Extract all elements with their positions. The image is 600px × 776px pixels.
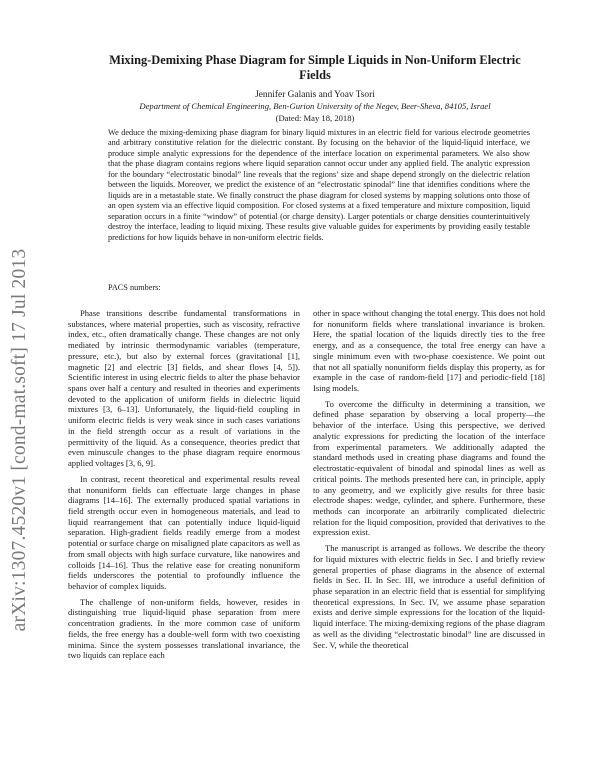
arxiv-identifier-text: arXiv:1307.4520v1 [cond-mat.soft] 17 Jul 2013 [9,248,30,632]
paragraph: The challenge of non-uniform fields, however, resides in distinguishing true liquid-liquid phase separation from mere concentration gradients. In the more common case of uniform fields, the free energy has a double-well form with two coexisting minima. Since the system possesses translational invariance, the two liquids can replace each [68,596,300,661]
abstract: We deduce the mixing-demixing phase diagram for binary liquid mixtures in an electric field for various electrode geometries and arbitrary constitutive relation for the dielectric constant. By focusing on the behavior of the liquid-liquid interface, we produce simple analytic expressions for the dependence of the interface location on experimental parameters. We also show that the phase diagram contains regions where liquid separation cannot occur under any applied field. The analytic expression for the boundary “electrostatic binodal” line reveals that the regions’ size and shape depend strongly on the dielectric relation between the liquids. Moreover, we predict the existence of an “electrostatic spinodal” line that identifies conditions where the liquids are in a metastable state. We finally construct the phase diagram for closed systems by mapping solutions onto those of an open system via an effective liquid composition. For closed systems at a fixed temperature and mixture composition, liquid separation occurs in a finite “window” of potential (or charge density). Larger potentials or charge densities counterintuitively destroy the interface, leading to liquid mixing. These results give valuable guides for experiments by providing easily testable predictions for how liquids behave in non-uniform electric fields. [108,128,530,242]
paragraph: other in space without changing the total energy. This does not hold for nonuniform fields where translational invariance is broken. Here, the spatial location of the liquids directly ties to the free energy, and as a consequence, the total free energy can have a single minimum even with two-phase coexistence. We point out that not all spatially nonuniform fields display this property, as for example in the case of random-field [17] and periodic-field [18] Ising models. [313,308,545,394]
paper-date: (Dated: May 18, 2018) [275,113,355,123]
paragraph: In contrast, recent theoretical and experimental results reveal that nonuniform fields can effectuate large changes in phase diagrams [14–16]. The externally produced spatial variations in field strength occur even in homogeneous materials, and lead to liquid rearrangement that can potentially induce liquid-liquid separation. High-gradient fields readily emerge from a modest potential or surface charge on misaligned plate capacitors as well as from small objects with high surface curvature, like nanowires and colloids [14–16]. Thus the relative ease for creating nonuniform fields underscores the potential to profoundly influence the behavior of complex liquids. [68,473,300,591]
paper-title: Mixing-Demixing Phase Diagram for Simple Liquids in Non-Uniform Electric Fields [109,53,521,82]
paper-authors: Jennifer Galanis and Yoav Tsori [255,90,375,100]
right-column [313,308,545,655]
left-column [68,308,300,666]
arxiv-identifier-stamp [2,190,38,690]
paragraph: The manuscript is arranged as follows. We describe the theory for liquid mixtures with electric fields in Sec. I and briefly review general properties of phase diagrams in the absence of external fields in Sec. II. In Sec. III, we introduce a useful definition of phase separation in an electric field that is essential for simplifying theoretical expressions. In Sec. IV, we assume phase separation exists and derive simple expressions for the location of the liquid-liquid interface. The mixing-demixing regions of the phase diagram as well as the dividing “electrostatic binodal” line are discussed in Sec. V, while the theoretical [313,543,545,650]
paragraph: Phase transitions describe fundamental transformations in substances, where material properties, such as viscosity, refractive index, etc., often dramatically change. These changes are not only mediated by intrinsic thermodynamic variables (temperature, pressure, etc.), but also by external forces (gravitational [1], magnetic [2] and electric [3] fields, and shear flows [4, 5]). Scientific interest in using electric fields to alter the phase behavior spans over half a century and resulted in theories and experiments devoted to the application of uniform fields in dielectric liquid mixtures [3, 6–13]. Unfortunately, the liquid-field coupling in uniform electric fields is very weak since in such cases variations in the field strength occur as a result of variations in the permittivity of the liquid. As a consequence, theories predict that even minuscule changes to the phase diagram require enormous applied voltages [3, 6, 9]. [68,308,300,469]
paragraph: To overcome the difficulty in determining a transition, we defined phase separation by observing a local property—the behavior of the interface. Using this perspective, we derived analytic expressions for predicting the location of the interface from experimental parameters. We additionally adapted the standard methods used in creating phase diagrams and found the electrostatic-equivalent of binodal and spinodal lines as well as critical points. The methods presented here can, in principle, apply to any geometry, and we explicitly give results for three basic electrode shapes: wedge, cylinder, and sphere. Furthermore, these methods can incorporate an arbitrarily complicated dielectric relation for the liquid composition, provided that derivatives to the expression exist. [313,398,545,538]
pacs-numbers: PACS numbers: [108,283,161,292]
author-affiliation: Department of Chemical Engineering, Ben-Gurion University of the Negev, Beer-Sheva, 84105, Israel [139,101,491,111]
